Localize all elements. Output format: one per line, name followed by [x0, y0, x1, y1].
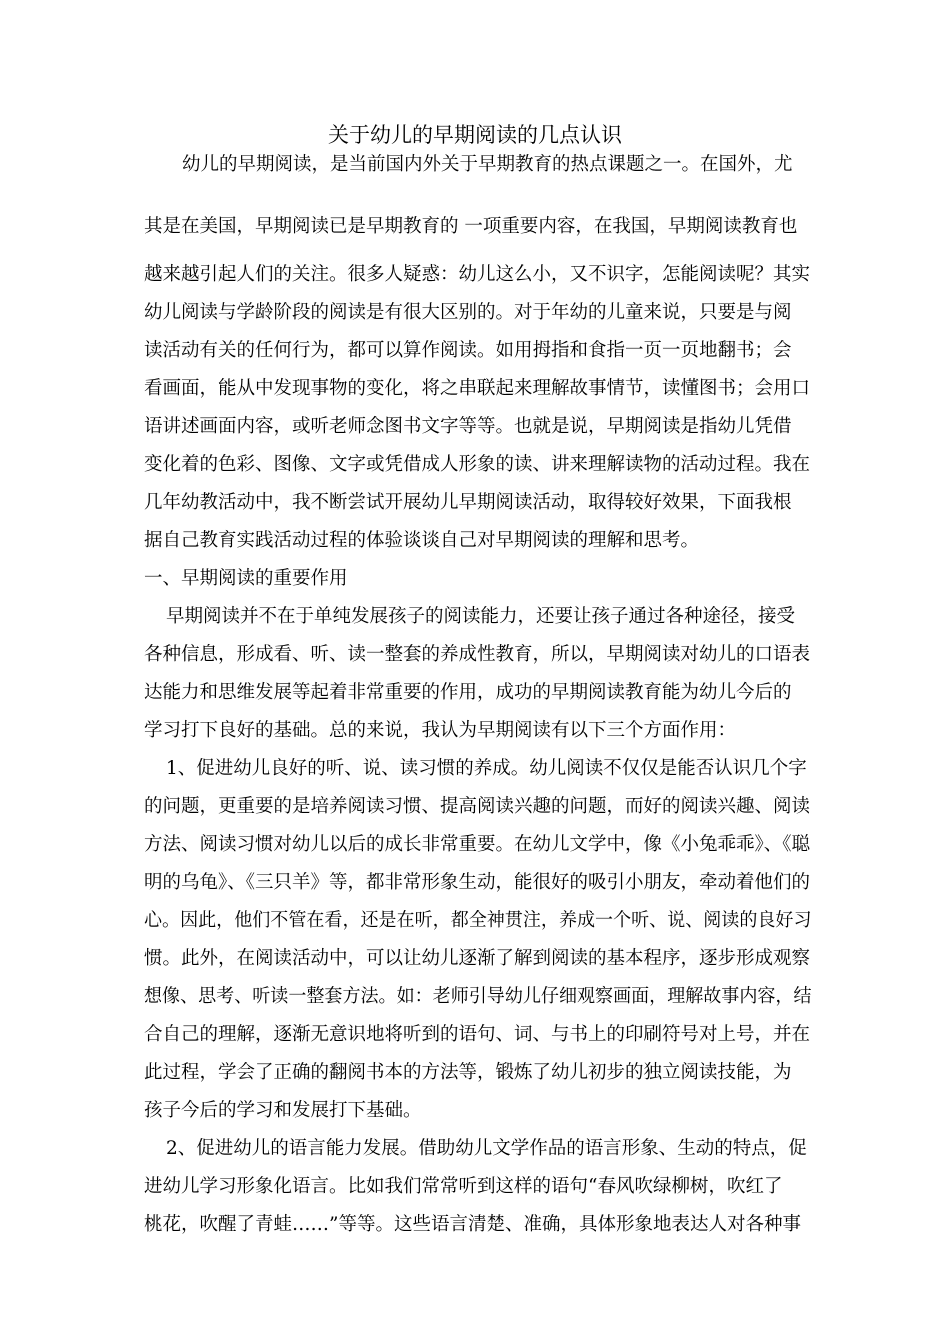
paragraph-line: 心。因此，他们不管在看，还是在听，都全神贯注，养成一个听、说、阅读的良好习: [144, 910, 812, 931]
paragraph-line: 幼儿阅读与学龄阶段的阅读是有很大区别的。对于年幼的儿童来说，只要是与阅: [144, 302, 792, 323]
paragraph-line: 此过程，学会了正确的翻阅书本的方法等，锻炼了幼儿初步的独立阅读技能，为: [144, 1062, 792, 1083]
paragraph-line: 桃花，吹醒了青蛙……”等等。这些语言清楚、准确，具体形象地表达人对各种事: [144, 1214, 801, 1235]
paragraph-line: 语讲述画面内容，或听老师念图书文字等等。也就是说，早期阅读是指幼儿凭借: [144, 416, 792, 437]
paragraph-line: 惯。此外，在阅读活动中，可以让幼儿逐渐了解到阅读的基本程序，逐步形成观察: [144, 948, 811, 969]
paragraph-line: 方法、阅读习惯对幼儿以后的成长非常重要。在幼儿文学中，像《小兔乖乖》、《聪: [144, 834, 811, 855]
paragraph-line: 越来越引起人们的关注。很多人疑惑：幼儿这么小，又不识字，怎能阅读呢？其实: [144, 264, 811, 285]
paragraph-line: 变化着的色彩、图像、文字或凭借成人形象的读、讲来理解读物的活动过程。我在: [144, 454, 811, 475]
paragraph-line: 幼儿的早期阅读，是当前国内外关于早期教育的热点课题之一。在国外，尤: [182, 154, 793, 175]
paragraph-line: 1、促进幼儿良好的听、说、读习惯的养成。幼儿阅读不仅仅是能否认识几个字: [166, 758, 807, 779]
paragraph-line: 2、促进幼儿的语言能力发展。借助幼儿文学作品的语言形象、生动的特点，促: [166, 1138, 807, 1159]
paragraph-line: 孩子今后的学习和发展打下基础。: [144, 1100, 422, 1121]
paragraph-line: 合自己的理解，逐渐无意识地将听到的语句、词、与书上的印刷符号对上号，并在: [144, 1024, 811, 1045]
paragraph-line: 的问题，更重要的是培养阅读习惯、提高阅读兴趣的问题，而好的阅读兴趣、阅读: [144, 796, 811, 817]
section-heading: 一、早期阅读的重要作用: [144, 568, 348, 589]
paragraph-line: 各种信息，形成看、听、读一整套的养成性教育，所以，早期阅读对幼儿的口语表: [144, 644, 811, 665]
paragraph-line: 想像、思考、听读一整套方法。如：老师引导幼儿仔细观察画面，理解故事内容，结: [144, 986, 812, 1007]
paragraph-line: 学习打下良好的基础。总的来说，我认为早期阅读有以下三个方面作用：: [144, 720, 737, 741]
paragraph-line: 早期阅读并不在于单纯发展孩子的阅读能力，还要让孩子通过各种途径，接受: [166, 606, 796, 627]
document-title: 关于幼儿的早期阅读的几点认识: [328, 123, 622, 147]
paragraph-line: 达能力和思维发展等起着非常重要的作用，成功的早期阅读教育能为幼儿今后的: [144, 682, 792, 703]
paragraph-line: 其是在美国，早期阅读已是早期教育的 一项重要内容，在我国，早期阅读教育也: [144, 216, 798, 237]
paragraph-line: 据自己教育实践活动过程的体验谈谈自己对早期阅读的理解和思考。: [144, 530, 700, 551]
paragraph-line: 进幼儿学习形象化语言。比如我们常常听到这样的语句“春风吹绿柳树，吹红了: [144, 1176, 783, 1197]
paragraph-line: 明的乌龟》、《三只羊》等，都非常形象生动，能很好的吸引小朋友，牵动着他们的: [144, 872, 811, 893]
paragraph-line: 看画面，能从中发现事物的变化，将之串联起来理解故事情节，读懂图书；会用口: [144, 378, 811, 399]
paragraph-line: 几年幼教活动中，我不断尝试开展幼儿早期阅读活动，取得较好效果，下面我根: [144, 492, 792, 513]
paragraph-line: 读活动有关的任何行为，都可以算作阅读。如用拇指和食指一页一页地翻书；会: [144, 340, 792, 361]
